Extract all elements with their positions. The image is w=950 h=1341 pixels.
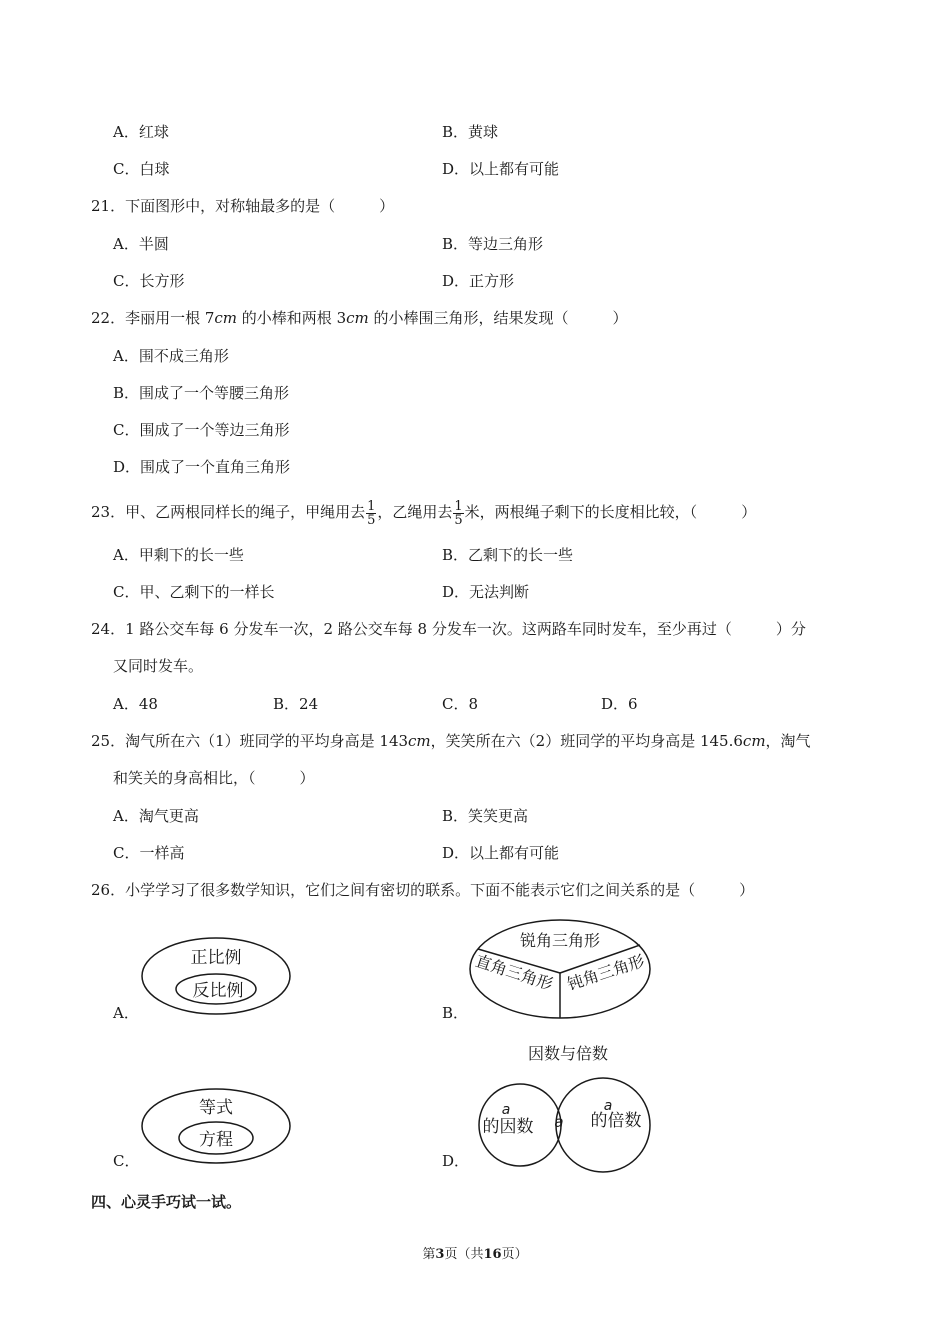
- q24-option-c: C．8: [442, 695, 479, 713]
- q21-option-d: D．正方形: [442, 272, 515, 290]
- q26-diagram-d-title: 因数与倍数: [528, 1044, 609, 1063]
- q24-option-d: D．6: [601, 695, 638, 713]
- q20-option-b: B．黄球: [442, 123, 499, 141]
- q23-fraction-2: $\frac{1}{5}$: [454, 498, 463, 528]
- q26-option-c-label: C．: [113, 1152, 140, 1170]
- q26-diagram-d: [468, 1082, 658, 1168]
- q21-option-a: A．半圆: [113, 235, 169, 253]
- q21-stem: 21．下面图形中，对称轴最多的是（ ）: [91, 197, 395, 215]
- q24-stem-line-2: 又同时发车。: [113, 657, 204, 675]
- q20-option-c: C．白球: [113, 160, 170, 178]
- q26-diagram-a: [140, 935, 295, 1015]
- q26-option-a-label: A．: [113, 1004, 139, 1022]
- q21-option-b: B．等边三角形: [442, 235, 544, 253]
- q22-option-d: D．围成了一个直角三角形: [113, 458, 291, 476]
- q23-option-c: C．甲、乙剩下的一样长: [113, 583, 275, 601]
- outer-label: 等式: [199, 1098, 233, 1118]
- q20-option-d: D．以上都有可能: [442, 160, 560, 178]
- q23-option-a: A．甲剩下的长一些: [113, 546, 244, 564]
- q25-stem-line-2: 和笑关的身高相比，（ ）: [113, 769, 315, 787]
- left-circle-label: 的因数: [482, 1117, 534, 1137]
- right-circle-label: 的倍数: [590, 1111, 642, 1131]
- q26-stem: 26．小学学习了很多数学知识，它们之间有密切的联系。下面不能表示它们之间关系的是（ ）: [91, 881, 755, 899]
- left-variable: a: [501, 1102, 511, 1118]
- inner-label: 反比例: [192, 981, 244, 1001]
- right-region-label: 钝角三角形: [564, 951, 647, 994]
- q22-option-a: A．围不成三角形: [113, 347, 229, 365]
- q23-fraction-1: $\frac{1}{5}$: [367, 498, 376, 528]
- q26-option-b-label: B．: [442, 1004, 469, 1022]
- q23-option-b: B．乙剩下的长一些: [442, 546, 574, 564]
- top-region-label: 锐角三角形: [519, 931, 601, 950]
- page-number: 3: [435, 1247, 445, 1262]
- section-4-title: 四、心灵手巧试一试。: [91, 1193, 242, 1211]
- q25-stem-line-1: 25．淘气所在六（1）班同学的平均身高是 143cm，笑笑所在六（2）班同学的平均身高是 145.6cm，淘气: [91, 732, 811, 750]
- q23-option-d: D．无法判断: [442, 583, 530, 601]
- q25-option-d: D．以上都有可能: [442, 844, 560, 862]
- q22-stem: 22．李丽用一根 7cm 的小棒和两根 3cm 的小棒围三角形，结果发现（ ）: [91, 309, 628, 327]
- left-region-label: 直角三角形: [473, 951, 556, 994]
- q23-stem: 23．甲、乙两根同样长的绳子，甲绳用去 $\frac{1}{5}$ ，乙绳用去 $\frac{1}{5}$ 米，两根绳子剩下的长度相比较，（ ）: [91, 498, 757, 528]
- total-pages: 16: [483, 1247, 502, 1262]
- q25-option-c: C．一样高: [113, 844, 185, 862]
- q22-option-c: C．围成了一个等边三角形: [113, 421, 290, 439]
- page-footer: 第3页（共16页）: [422, 1247, 528, 1262]
- q21-option-c: C．长方形: [113, 272, 185, 290]
- q24-option-b: B．24: [273, 695, 319, 713]
- q20-option-a: A．红球: [113, 123, 169, 141]
- q26-diagram-b: [468, 918, 654, 1020]
- q25-option-a: A．淘气更高: [113, 807, 199, 825]
- inner-label: 方程: [199, 1130, 233, 1150]
- q24-stem-line-1: 24．1 路公交车每 6 分发车一次，2 路公交车每 8 分发车一次。这两路车同时发车，至少再过（ ）分: [91, 620, 806, 638]
- right-variable: a: [603, 1098, 613, 1114]
- q24-option-a: A．48: [113, 695, 158, 713]
- q22-option-b: B．围成了一个等腰三角形: [113, 384, 290, 402]
- q26-diagram-c: [140, 1085, 295, 1165]
- intersection-variable: a: [554, 1113, 564, 1131]
- q25-option-b: B．笑笑更高: [442, 807, 529, 825]
- outer-label: 正比例: [190, 948, 242, 968]
- q26-option-d-label: D．: [442, 1152, 470, 1170]
